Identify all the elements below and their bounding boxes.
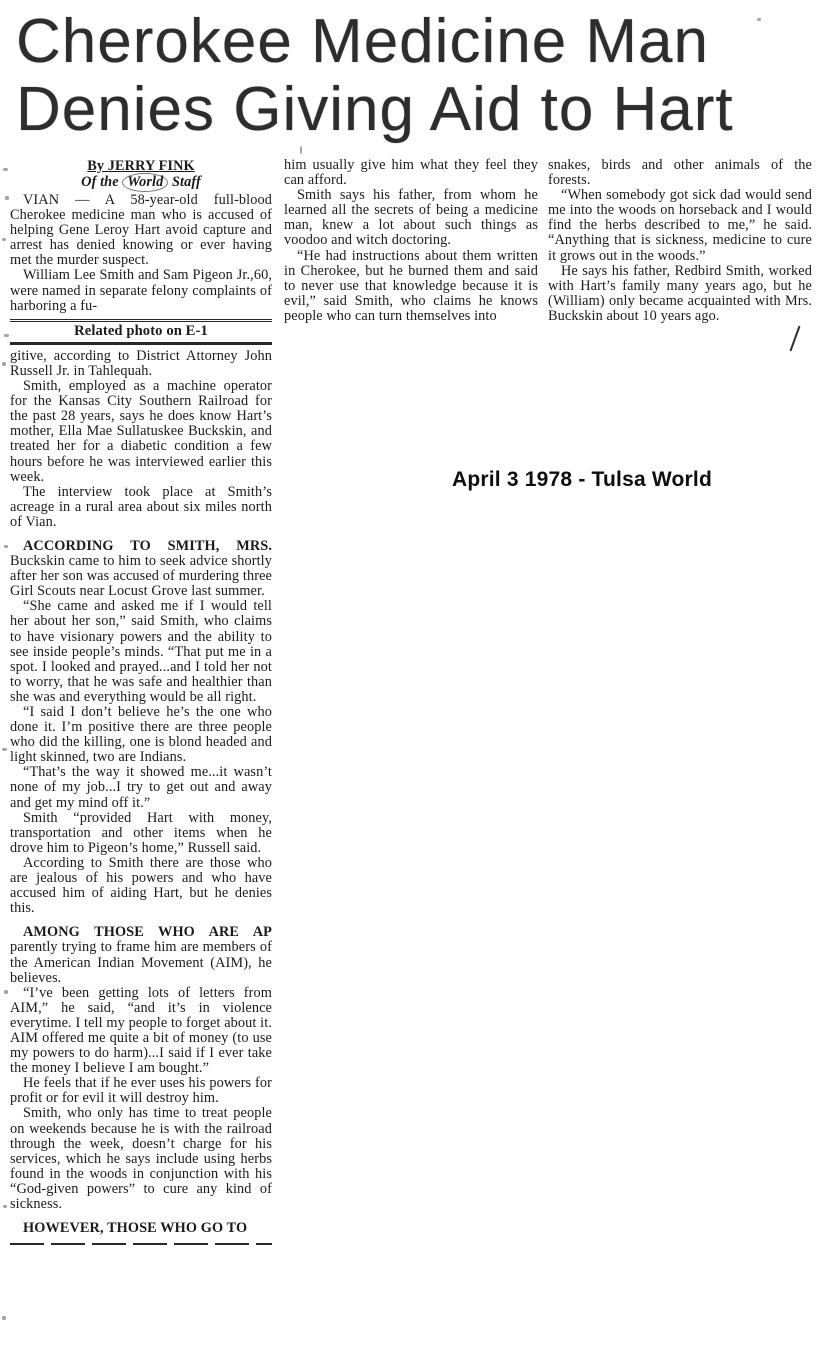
- article-paragraph: snakes, birds and other animals of the forests.: [548, 157, 812, 189]
- article-paragraph: ACCORDING TO SMITH, MRS. Buckskin came to him to seek advice shortly after her son was accused of murdering three Girl Scouts near Locust Grove last summer.: [10, 537, 272, 600]
- article-paragraph: According to Smith there are those who are jealous of his powers and who have accused him of aiding Hart, but he denies this.: [10, 854, 272, 917]
- column-1: [10, 158, 272, 1245]
- article-paragraph: AMONG THOSE WHO ARE AP parently trying to frame him are members of the American Indian Movement (AIM), he believes.: [10, 924, 272, 986]
- scan-speckle-icon: [4, 334, 9, 337]
- article-paragraph: The interview took place at Smith’s acreage in a rural area about six miles north of Vian.: [10, 483, 272, 530]
- byline-organization: [10, 174, 272, 190]
- scan-speckle-icon: [2, 362, 6, 366]
- article-paragraph: He feels that if he ever uses his powers for profit or for evil it will destroy him.: [10, 1075, 272, 1107]
- byline-org-suffix: Staff: [168, 174, 201, 190]
- column-2: [284, 158, 538, 324]
- byline-org-circled-word: World: [122, 173, 168, 192]
- article-paragraph: Smith “provided Hart with money, transportation and other items when he drove him to Pigeon’s home,” Russell said.: [10, 809, 272, 856]
- scan-speckle-icon: [5, 196, 9, 200]
- byline-author: By JERRY FINK: [87, 158, 195, 174]
- article-paragraph: “That’s the way it showed me...it wasn’t none of my job...I try to get out and away and get my mind off it.”: [10, 764, 272, 811]
- headline-line-1: Cherokee Medicine Man: [16, 7, 710, 76]
- date-source-stamp: April 3 1978 - Tulsa World: [452, 468, 712, 491]
- article-paragraph: gitive, according to District Attorney John Russell Jr. in Tahlequah.: [10, 347, 272, 379]
- scan-speckle-icon: [2, 1316, 6, 1320]
- scan-speckle-icon: [2, 238, 6, 241]
- paragraph-lead: ACCORDING TO SMITH, MRS.: [23, 537, 272, 554]
- scan-speckle-icon: [2, 748, 7, 751]
- headline-line-2: Denies Giving Aid to Hart: [16, 75, 734, 144]
- scan-speckle-icon: [757, 18, 761, 21]
- scan-speckle-icon: [4, 545, 8, 548]
- scan-speckle-icon: [300, 146, 302, 154]
- article-paragraph: “He had instructions about them written in Cherokee, but he burned them and said to never use that knowledge because it is evil,” said Smith, who claims he knows people who can turn themselves into: [284, 247, 538, 324]
- article-paragraph: [10, 1221, 272, 1236]
- article-paragraph: “She came and asked me if I would tell her about her son,” said Smith, who claims to have visionary powers and the ability to see inside people’s minds. “That put me in a spot. I looked and prayed...and I told her not to worry, that he was safe and healthier than she was and everything would be all right.: [10, 598, 272, 705]
- article-paragraph: “I said I don’t believe he’s the one who done it. I’m positive there are three people who did the killing, one is blond headed and light skinned, two are Indians.: [10, 704, 272, 766]
- article-paragraph: him usually give him what they feel they can afford.: [284, 157, 538, 189]
- article-paragraph: “I’ve been getting lots of letters from AIM,” he said, “and it’s in violence everytime. I tell my people to forget about it. AIM offered me quite a bit of money (to use my powers to do harm)...I said if I ever take the money I believe I am bought.”: [10, 984, 272, 1077]
- article-paragraph: Smith, employed as a machine operator for the Kansas City Southern Railroad for the past 28 years, says he does know Hart’s mother, Ella Mae Sullatuskee Buckskin, and treated her for a diabetic condition a few hours before he was interviewed earlier this week.: [10, 378, 272, 485]
- paragraph-lead: AMONG THOSE WHO ARE AP: [23, 924, 272, 941]
- article-paragraph: VIAN — A 58-year-old full-blood Cherokee medicine man who is accused of helping Gene Leroy Hart avoid capture and arrest has denied knowing or ever having met the murder suspect.: [10, 192, 272, 269]
- pen-slash-mark: [789, 325, 800, 351]
- related-photo-note: Related photo on E-1: [10, 319, 272, 345]
- article-paragraph: Smith, who only has time to treat people on weekends because he is with the railroad through the week, doesn’t charge for his services, which he says include using herbs found in the woods in conjunction with his “God-given powers” to cure any kind of sickness.: [10, 1105, 272, 1212]
- column-3: [548, 158, 812, 324]
- scan-speckle-icon: [4, 990, 8, 994]
- article-paragraph: William Lee Smith and Sam Pigeon Jr.,60, were named in separate felony complaints of harboring a fu-: [10, 267, 272, 314]
- byline-org-prefix: Of the: [81, 174, 123, 190]
- article-paragraph: “When somebody got sick dad would send me into the woods on horseback and I would find the herbs described to me,” he said. “Anything that is sickness, medicine to cure it grows out in the woods.”: [548, 187, 812, 264]
- byline: [10, 158, 272, 190]
- bottom-dashed-rule: [10, 1243, 272, 1245]
- article-paragraph: Smith says his father, from whom he learned all the secrets of being a medicine man, knew a lot about such things as voodoo and witch doctoring.: [284, 187, 538, 249]
- paragraph-lead: HOWEVER, THOSE WHO GO TO: [23, 1220, 248, 1237]
- article-headline: [16, 8, 734, 144]
- scan-speckle-icon: [3, 1205, 7, 1208]
- article-paragraph: He says his father, Redbird Smith, worked with Hart’s family many years ago, but he (William) only became acquainted with Mrs. Buckskin about 10 years ago.: [548, 262, 812, 324]
- scan-speckle-icon: [3, 168, 8, 171]
